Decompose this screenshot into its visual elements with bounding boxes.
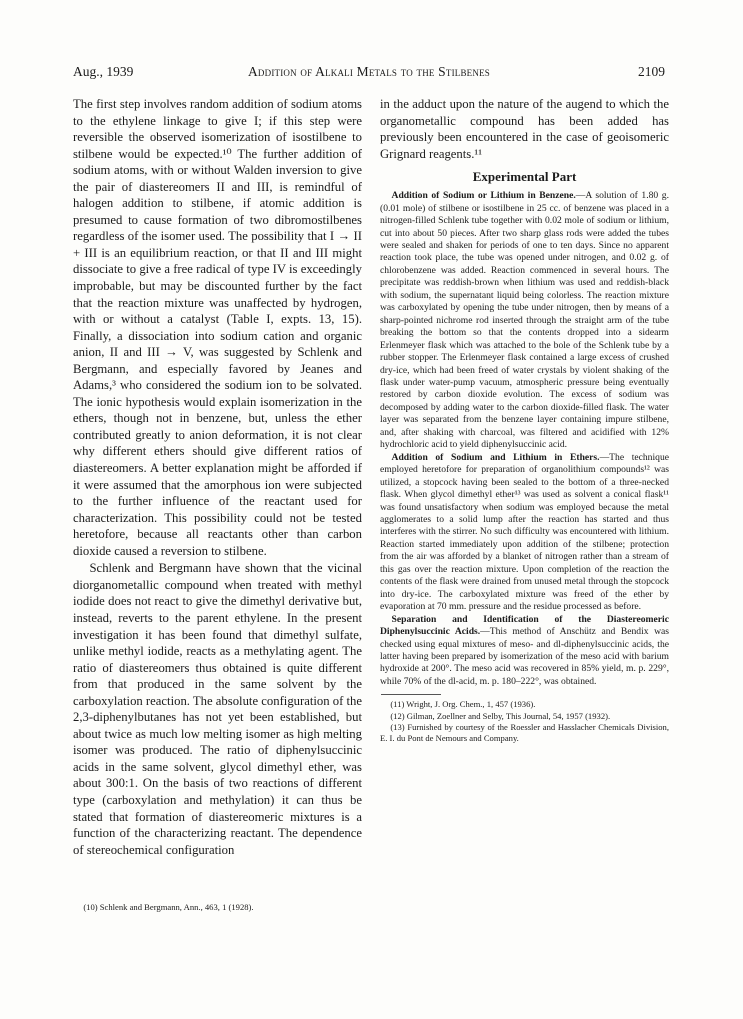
header-date: Aug., 1939 (73, 64, 134, 79)
paragraph-text: —The technique employed heretofore for preparation of organolithium compounds¹² was utilized, a stopcock having been sealed to the bottom of a three-necked flask. When glycol dimethyl ether¹³ was used as solvent a conical flask¹¹ was found unsatisfactory when sodium was employed because the metal agglomerates to a solid lump after the reaction has started and thus interferes with the stirrer. No such difficulty was encountered with lithium. Reaction started immediately upon addition of the stilbene; protection from the air was afforded by a blanket of nitrogen rather than a stream of this gas over the reaction mixture. Upon completion of the reaction the contents of the flask were drained from unused metal through the stopcock into dry-ice. The carboxylated mixture was freed of the ether by evaporation at 70 mm. pressure and the residue processed as before. (380, 451, 669, 613)
footnote-10: (10) Schlenk and Bergmann, Ann., 463, 1 (1928). (83, 902, 254, 912)
page-number: 2109 (638, 64, 665, 79)
experimental-paragraph (380, 190, 669, 452)
section-heading: Experimental Part (472, 169, 577, 185)
footnote-11: (11) Wright, J. Org. Chem., 1, 457 (1936). (390, 699, 536, 710)
header-title: Addition of Alkali Metals to the Stilbenes (247, 64, 490, 79)
experimental-paragraph (380, 452, 669, 614)
paragraph-title: Separation and Identification of the Diastereomeric Diphenylsuccinic Acids. (380, 613, 669, 638)
body-paragraph: in the adduct upon the nature of the augend to which the organometallic compound has been added has previously been encountered in the case of geoisomeric Grignard reagents.¹¹ (380, 97, 669, 161)
body-paragraph: The first step involves random addition of sodium atoms to the ethylene linkage to give I; if this step were reversible the observed isomerization of isostilbene to stilbene would be expected.¹⁰ The further addition of sodium atoms, with or without Walden inversion to give the pair of diastereomers II and III, is remindful of halogen addition to stilbene, if atomic addition is presumed to cause formation of two dibromostilbenes regardless of the isomer used. The possibility that I → II + III is an equilibrium reaction, or that II and III might dissociate to give a free radical of type IV is exceedingly improbable, but may be discounted further by the fact that the reaction mixture was unaffected by hydrogen, with or without a catalyst (Table I, expts. 13, 15). Finally, a dissociation into sodium cation and organic anion, II and III → V, was suggested by Schlenk and Bergmann, and especially favored by Jeanes and Adams,³ who considered the sodium ion to be solvated. The ionic hypothesis would explain isomerization in the ethers, though not in benzene, but, unless the ether contributed greatly to anion deformation, it is not clear why different ethers should give different ratios of diastereomers. A better explanation might be afforded if it were assumed that the amorphous ion were subjected to the further influence of the reactant used for characterization. This possibility could not be tested heretofore, because all reactants other than carbon dioxide caused a reversion to stilbene. (73, 97, 362, 558)
footnote-13: (13) Furnished by courtesy of the Roessler and Hasslacher Chemicals Division, E. I. du Pont de Nemours and Company. (380, 721, 669, 743)
body-paragraph: Schlenk and Bergmann have shown that the vicinal diorganometallic compound when treated with methyl iodide does not react to give the dimethyl derivative but, instead, reverts to the parent ethylene. In the present investigation it has been found that dimethyl sulfate, unlike methyl iodide, reacts as a methylating agent. The ratio of diastereomers thus obtained is quite different from that produced in the same solvent by the carboxylation reaction. The absolute configuration of the 2,3-diphenylbutanes has not yet been established, but about twice as much low melting isomer as high melting isomer was produced. The ratio of diphenylsuccinic acids in the same solvent, glycol dimethyl ether, was about 300:1. On the basis of two reactions of different type (carboxylation and methylation) it can thus be stated that formation of diastereomeric mixtures is a function of the characterizing reactant. The dependence of stereochemical configuration (73, 561, 363, 857)
footnote-rule (381, 694, 441, 695)
paragraph-title: Addition of Sodium or Lithium in Benzene. (391, 190, 576, 202)
left-column (73, 96, 362, 858)
footnote-12: (12) Gilman, Zoellner and Selby, This Journal, 54, 1957 (1932). (390, 710, 611, 721)
paragraph-text: —This method of Anschütz and Bendix was checked using equal mixtures of meso- and dl-diphenylsuccinic acids, the latter having been prepared by isomerization of the meso acid with barium hydroxide at 200°. The meso acid was recovered in 85% yield, m. p. 229°, while 70% of the dl-acid, m. p. 180–222°, was obtained. (380, 626, 670, 687)
right-column (380, 96, 669, 744)
running-header (73, 64, 665, 84)
paragraph-text: —A solution of 1.80 g. (0.01 mole) of stilbene or isostilbene in 25 cc. of benzene was placed in a nitrogen-filled Schlenk tube together with 0.02 mole of sodium or lithium, cut into about 50 pieces. After two sharp glass rods were added the tubes were sealed and shaken for periods of one to ten days. Since no apparent reaction took place, the tube was opened under nitrogen, and 0.02 g. of chlorobenzene was added. Reaction commenced in several hours. The precipitate was reddish-brown when lithium was used and reddish-black with sodium, the supernatant liquid being colorless. The reaction mixture was carboxylated by opening the tube under nitrogen, then by means of a sharp-pointed nichrome rod inserted through the straight arm of the tube breaking the bottom so that the contents dropped into a sidearm Erlenmeyer flask which was attached to the bole of the Schlenk tube by a rubber stopper. The Erlenmeyer flask contained a large excess of crushed dry-ice, which had been freed of water crystals by violent shaking of the flask under water-pump vacuum, atmospheric pressure being eventually restored by carbon dioxide evolution. The excess of sodium was decomposed by adding water to the carbon dioxide-filled flask. The water layer was separated from the benzene layer containing impure stilbene, and, after shaking with charcoal, was filtered and acidified with 12% hydrochloric acid to yield diphenylsuccinic acid. (380, 190, 669, 451)
experimental-paragraph (380, 614, 669, 689)
paragraph-title: Addition of Sodium and Lithium in Ethers. (391, 451, 600, 463)
footnotes (380, 694, 669, 744)
